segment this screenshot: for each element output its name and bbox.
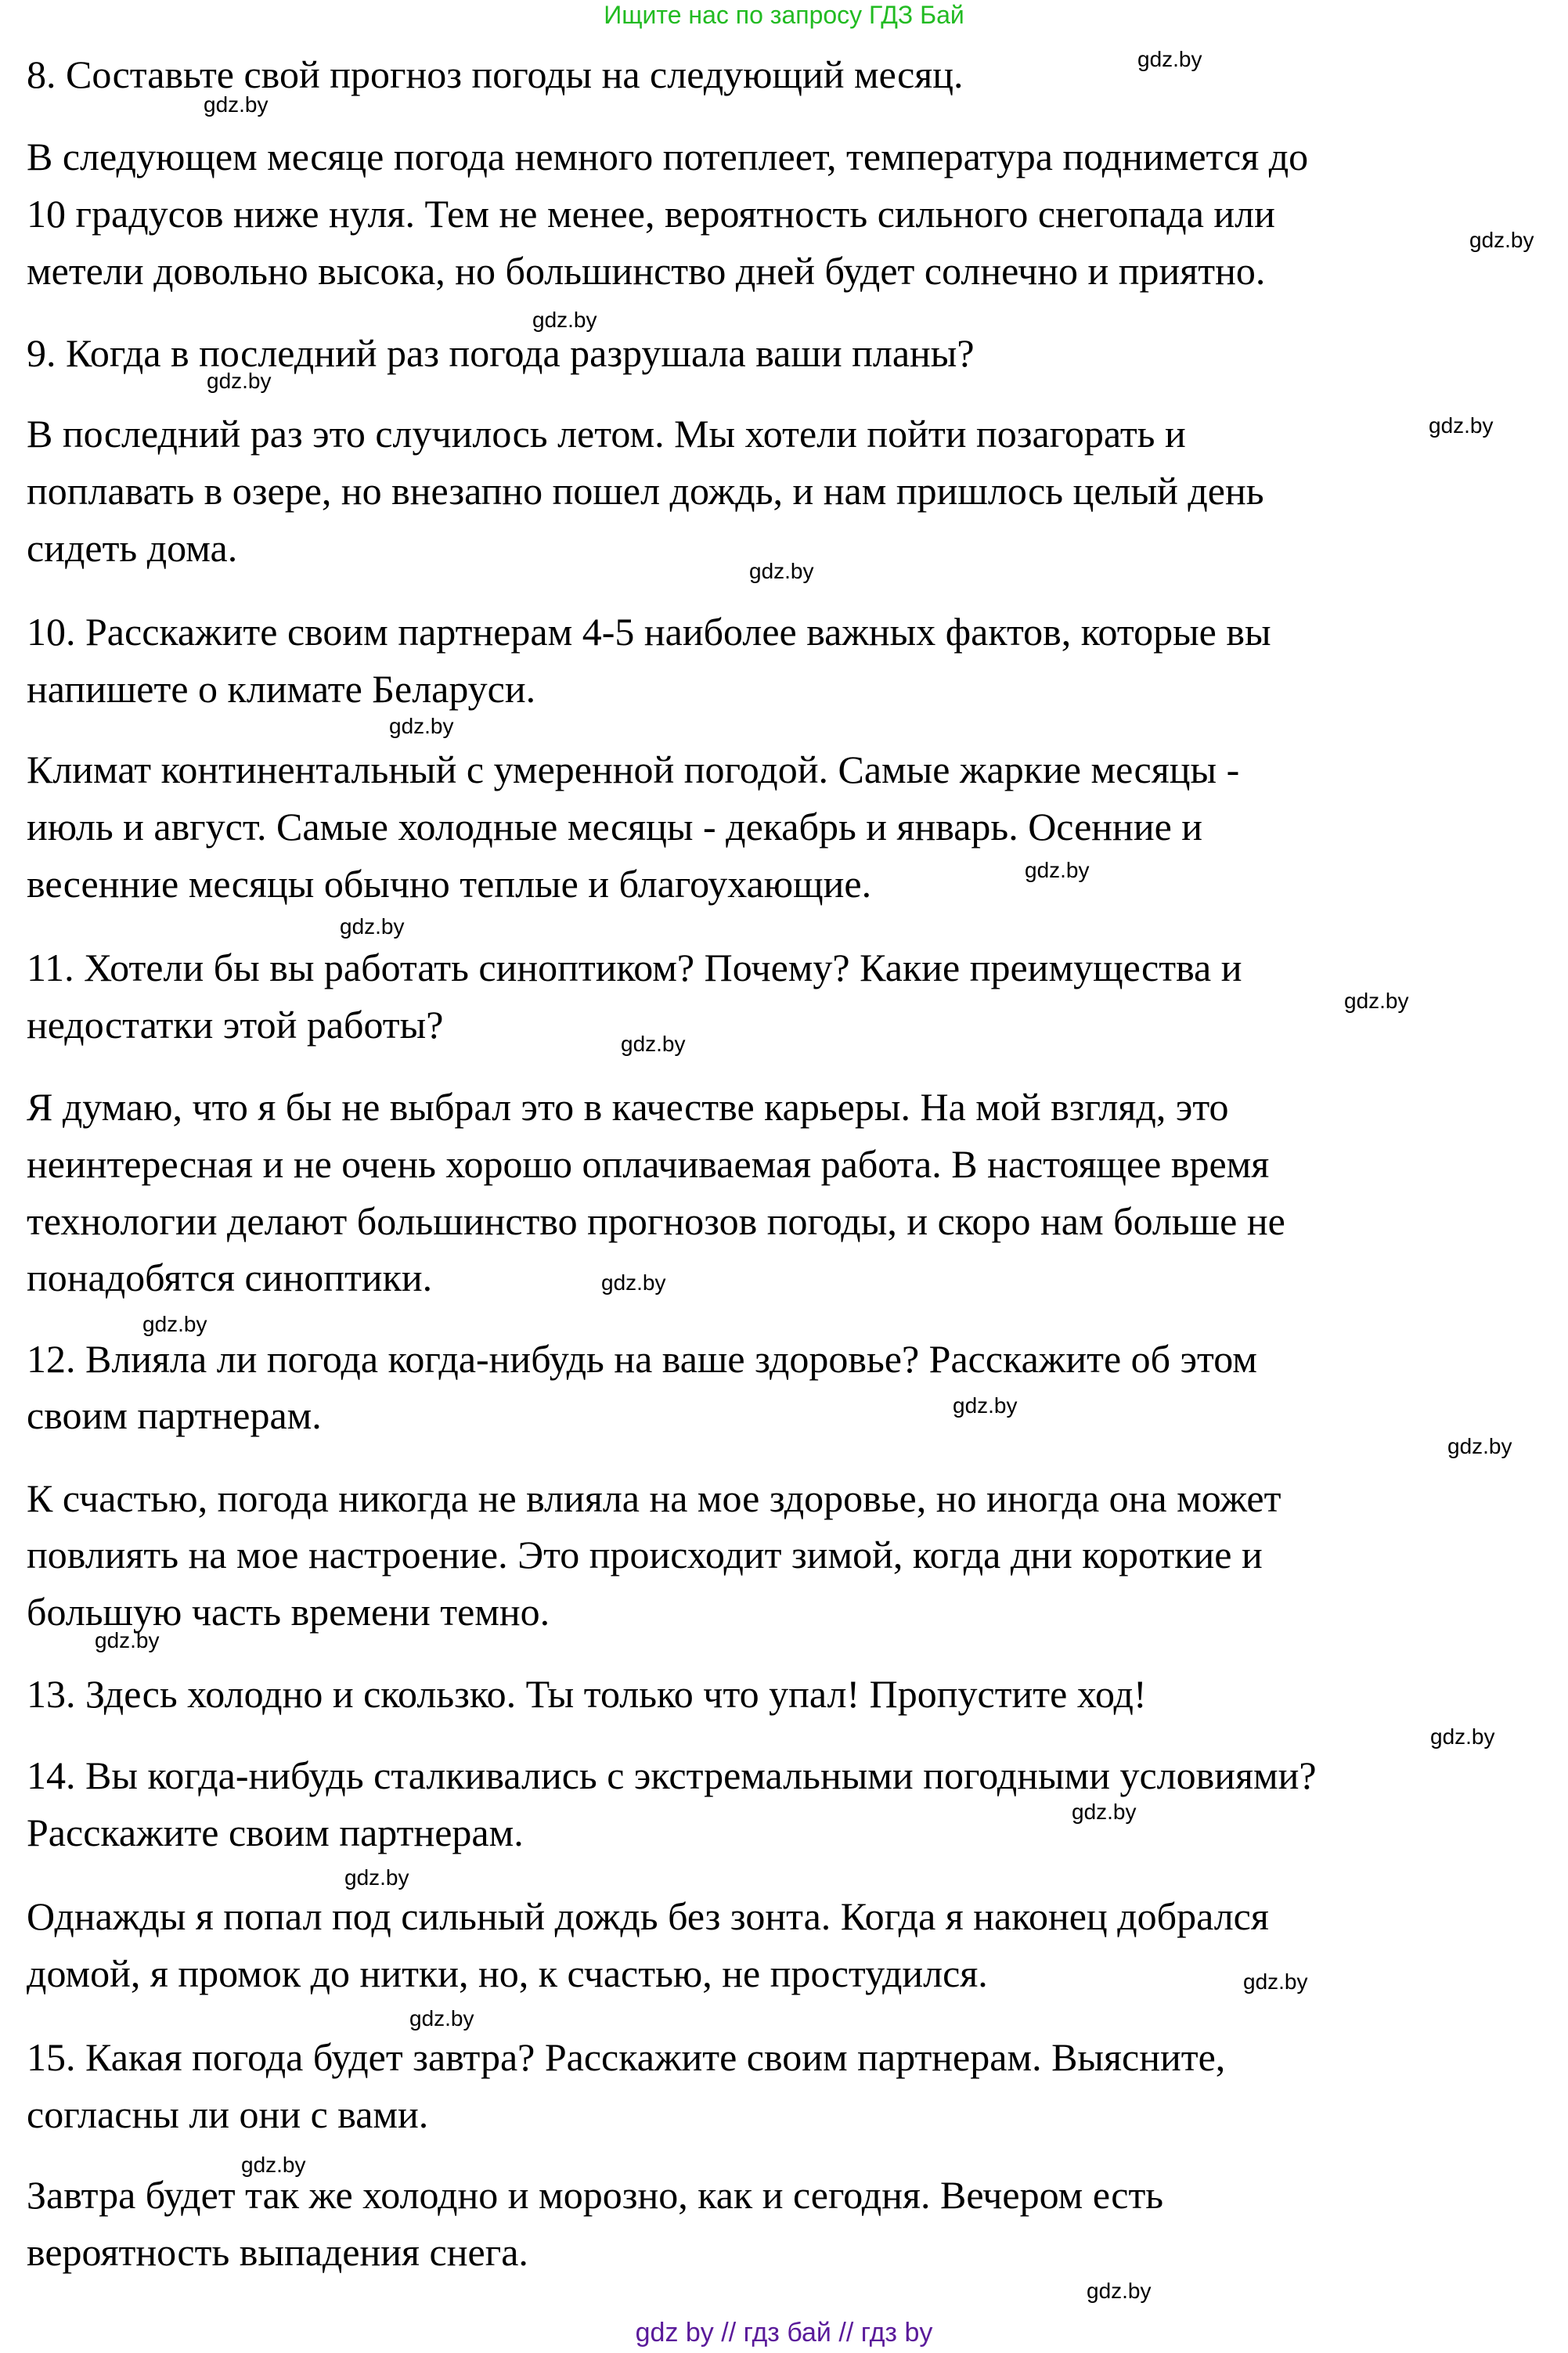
answer-line: июль и август. Самые холодные месяцы - декабрь и январь. Осенние и	[27, 805, 1203, 849]
answer-line: Завтра будет так же холодно и морозно, как и сегодня. Вечером есть	[27, 2173, 1164, 2217]
watermark: gdz.by	[409, 2006, 474, 2030]
watermark: gdz.by	[749, 559, 814, 583]
answer-line: неинтересная и не очень хорошо оплачиваемая работа. В настоящее время	[27, 1142, 1270, 1186]
answer-line: весенние месяцы обычно теплые и благоухающие.	[27, 862, 872, 906]
answer-line: К счастью, погода никогда не влияла на мое здоровье, но иногда она может	[27, 1476, 1281, 1520]
question-11: 11. Хотели бы вы работать синоптиком? Почему? Какие преимущества и	[27, 946, 1242, 989]
watermark: gdz.by	[1469, 228, 1534, 252]
watermark: gdz.by	[207, 369, 272, 393]
watermark: gdz.by	[1447, 1434, 1512, 1458]
answer-line: Я думаю, что я бы не выбрал это в качестве карьеры. На мой взгляд, это	[27, 1085, 1229, 1129]
question-12-cont: своим партнерам.	[27, 1393, 322, 1437]
answer-line: метели довольно высока, но большинство дней будет солнечно и приятно.	[27, 249, 1266, 293]
answer-line: В следующем месяце погода немного потеплеет, температура поднимется до	[27, 135, 1309, 178]
watermark: gdz.by	[1087, 2279, 1152, 2303]
answer-line: В последний раз это случилось летом. Мы хотели пойти позагорать и	[27, 412, 1186, 456]
question-14: 14. Вы когда-нибудь сталкивались с экстремальными погодными условиями?	[27, 1753, 1317, 1797]
watermark: gdz.by	[389, 714, 454, 738]
watermark: gdz.by	[1429, 413, 1494, 438]
answer-line: Климат континентальный с умеренной погодой. Самые жаркие месяцы -	[27, 748, 1240, 791]
watermark: gdz.by	[621, 1032, 686, 1056]
answer-line: поплавать в озере, но внезапно пошел дождь, и нам пришлось целый день	[27, 469, 1264, 513]
question-11-cont: недостатки этой работы?	[27, 1003, 444, 1047]
watermark: gdz.by	[1072, 1800, 1137, 1824]
watermark: gdz.by	[241, 2153, 306, 2177]
question-8: 8. Составьте свой прогноз погоды на следующий месяц.	[27, 52, 964, 96]
answer-line: Однажды я попал под сильный дождь без зонта. Когда я наконец добрался	[27, 1894, 1269, 1938]
footer-links[interactable]: gdz by // гдз бай // гдз by	[635, 2318, 933, 2348]
answer-line: повлиять на мое настроение. Это происходит зимой, когда дни короткие и	[27, 1533, 1263, 1576]
watermark: gdz.by	[142, 1312, 207, 1336]
answer-line: сидеть дома.	[27, 526, 238, 570]
question-10-cont: напишете о климате Беларуси.	[27, 667, 536, 711]
watermark: gdz.by	[1430, 1724, 1495, 1749]
answer-line: технологии делают большинство прогнозов погоды, и скоро нам больше не	[27, 1199, 1285, 1243]
watermark: gdz.by	[953, 1393, 1018, 1418]
watermark: gdz.by	[344, 1865, 409, 1890]
watermark: gdz.by	[340, 914, 405, 939]
answer-line: большую часть времени темно.	[27, 1590, 550, 1634]
question-14-cont: Расскажите своим партнерам.	[27, 1811, 524, 1854]
watermark: gdz.by	[204, 92, 269, 117]
search-hint-banner[interactable]: Ищите нас по запросу ГДЗ Бай	[604, 1, 964, 29]
question-10: 10. Расскажите своим партнерам 4-5 наиболее важных фактов, которые вы	[27, 610, 1271, 654]
answer-line: вероятность выпадения снега.	[27, 2230, 528, 2274]
question-12: 12. Влияла ли погода когда-нибудь на ваше здоровье? Расскажите об этом	[27, 1337, 1257, 1381]
answer-line: понадобятся синоптики.	[27, 1256, 433, 1299]
watermark: gdz.by	[1137, 47, 1202, 71]
watermark: gdz.by	[1025, 858, 1090, 882]
watermark: gdz.by	[1243, 1969, 1308, 1994]
watermark: gdz.by	[601, 1270, 666, 1295]
question-13: 13. Здесь холодно и скользко. Ты только что упал! Пропустите ход!	[27, 1672, 1147, 1716]
answer-line: 10 градусов ниже нуля. Тем не менее, вероятность сильного снегопада или	[27, 192, 1275, 236]
watermark: gdz.by	[95, 1628, 160, 1652]
watermark: gdz.by	[1344, 989, 1409, 1013]
question-15-cont: согласны ли они с вами.	[27, 2092, 429, 2136]
watermark: gdz.by	[532, 308, 597, 332]
question-9: 9. Когда в последний раз погода разрушала ваши планы?	[27, 331, 975, 375]
question-15: 15. Какая погода будет завтра? Расскажите своим партнерам. Выясните,	[27, 2035, 1226, 2079]
answer-line: домой, я промок до нитки, но, к счастью, не простудился.	[27, 1951, 988, 1995]
